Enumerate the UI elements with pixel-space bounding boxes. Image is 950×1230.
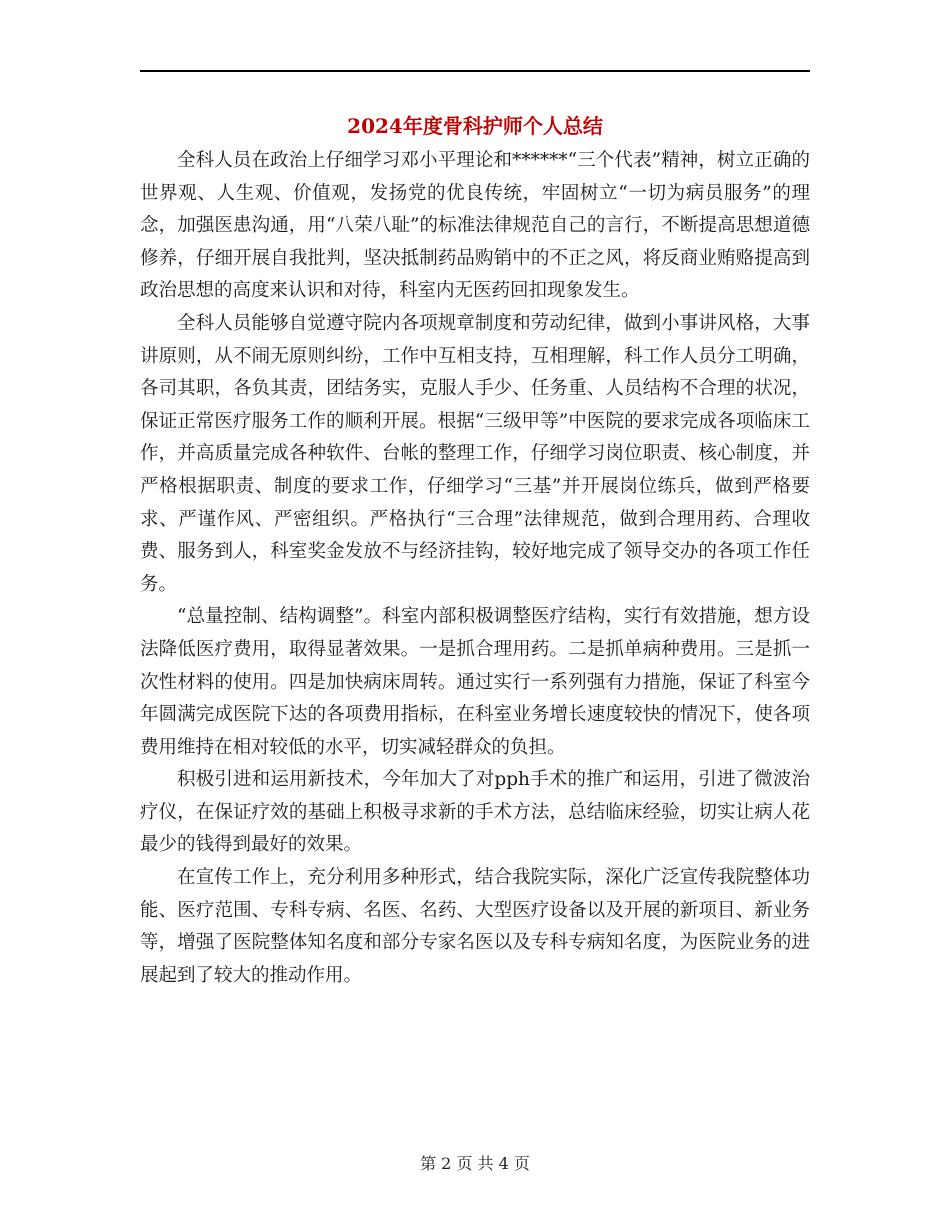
paragraph-publicity: 在宣传工作上，充分利用多种形式，结合我院实际，深化广泛宣传我院整体功能、医疗范围、专科专病、名医、名药、大型医疗设备以及开展的新项目、新业务等，增强了医院整体知名度和部分专家名医以及专科专病知名度，为医院业务的进展起到了较大的推动作用。 xyxy=(140,867,810,986)
paragraph-political-study: 全科人员在政治上仔细学习邓小平理论和******“三个代表”精神，树立正确的世界观、人生观、价值观，发扬党的优良传统，牢固树立“一切为病员服务”的理念，加强医患沟通，用“八荣八耻”的标准法律规范自己的言行，不断提高思想道德修养，仔细开展自我批判，坚决抵制药品购销中的不正之风，将反商业贿赂提高到政治思想的高度来认识和对待，科室内无医药回扣现象发生。 xyxy=(140,150,810,302)
paragraph-discipline: 全科人员能够自觉遵守院内各项规章制度和劳动纪律，做到小事讲风格，大事讲原则，从不闹无原则纠纷，工作中互相支持，互相理解，科工作人员分工明确，各司其职，各负其责，团结务实，克服人手少、任务重、人员结构不合理的状况，保证正常医疗服务工作的顺利开展。根据“三级甲等”中医院的要求完成各项临床工作，并高质量完成各种软件、台帐的整理工作，仔细学习岗位职责、核心制度，并严格根据职责、制度的要求工作，仔细学习“三基”并开展岗位练兵，做到严格要求、严谨作风、严密组织。严格执行“三合理”法律规范，做到合理用药、合理收费、服务到人，科室奖金发放不与经济挂钩，较好地完成了领导交办的各项工作任务。 xyxy=(140,312,810,595)
document-title: 2024年度骨科护师个人总结 xyxy=(347,114,603,138)
page-number: 第 2 页 共 4 页 xyxy=(420,1154,530,1173)
paragraph-cost-control: “总量控制、结构调整”。科室内部积极调整医疗结构，实行有效措施，想方设法降低医疗费用，取得显著效果。一是抓合理用药。二是抓单病种费用。三是抓一次性材料的使用。四是加快病床周转。通过实行一系列强有力措施，保证了科室今年圆满完成医院下达的各项费用指标，在科室业务增长速度较快的情况下，使各项费用维持在相对较低的水平，切实减轻群众的负担。 xyxy=(140,606,810,758)
paragraph-new-technology: 积极引进和运用新技术，今年加大了对pph手术的推广和运用，引进了微波治疗仪，在保证疗效的基础上积极寻求新的手术方法，总结临床经验，切实让病人花最少的钱得到最好的效果。 xyxy=(140,769,810,856)
header-rule xyxy=(140,70,810,72)
document-body xyxy=(140,145,810,992)
